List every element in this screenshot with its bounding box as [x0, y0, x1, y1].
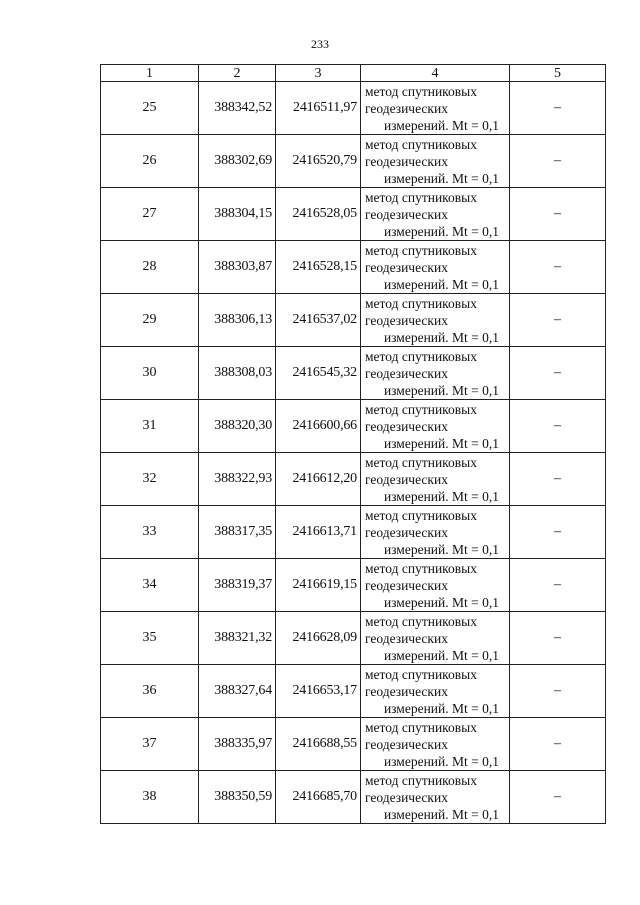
method-cell	[361, 771, 510, 824]
method-text-line: метод спутниковых	[365, 507, 477, 523]
y-coordinate-cell: 2416619,15	[276, 559, 361, 612]
header-col-3: 3	[276, 65, 361, 82]
note-cell: –	[510, 559, 606, 612]
point-number-cell: 32	[101, 453, 199, 506]
y-coordinate-cell: 2416528,15	[276, 241, 361, 294]
method-text-line: геодезических	[365, 683, 448, 699]
x-coordinate-cell: 388327,64	[199, 665, 276, 718]
method-text-line: измерений. Mt = 0,1	[383, 594, 499, 610]
method-cell	[361, 82, 510, 135]
note-cell: –	[510, 294, 606, 347]
point-number-cell: 27	[101, 188, 199, 241]
point-number-cell: 36	[101, 665, 199, 718]
method-cell	[361, 665, 510, 718]
table-row	[101, 559, 606, 612]
method-text-line: метод спутниковых	[365, 189, 477, 205]
method-text-line: метод спутниковых	[365, 454, 477, 470]
table-row	[101, 241, 606, 294]
table-row	[101, 453, 606, 506]
x-coordinate-cell: 388302,69	[199, 135, 276, 188]
point-number-cell: 34	[101, 559, 199, 612]
point-number-cell: 35	[101, 612, 199, 665]
method-text-line: геодезических	[365, 789, 448, 805]
method-text-line: метод спутниковых	[365, 401, 477, 417]
method-text-line: геодезических	[365, 736, 448, 752]
point-number-cell: 28	[101, 241, 199, 294]
y-coordinate-cell: 2416528,05	[276, 188, 361, 241]
table-row	[101, 665, 606, 718]
method-cell	[361, 135, 510, 188]
table-row	[101, 400, 606, 453]
table-row	[101, 718, 606, 771]
method-text-line: измерений. Mt = 0,1	[383, 435, 499, 451]
method-text-line: измерений. Mt = 0,1	[383, 223, 499, 239]
method-text-line: геодезических	[365, 630, 448, 646]
method-text-line: геодезических	[365, 524, 448, 540]
method-text-line: измерений. Mt = 0,1	[383, 700, 499, 716]
note-cell: –	[510, 453, 606, 506]
page-number: 233	[311, 37, 329, 51]
method-text-line: геодезических	[365, 100, 448, 116]
method-text-line: измерений. Mt = 0,1	[383, 647, 499, 663]
table-row	[101, 135, 606, 188]
method-text-line: метод спутниковых	[365, 560, 477, 576]
note-cell: –	[510, 718, 606, 771]
method-cell	[361, 506, 510, 559]
method-text-line: геодезических	[365, 418, 448, 434]
note-cell: –	[510, 135, 606, 188]
method-text-line: метод спутниковых	[365, 242, 477, 258]
y-coordinate-cell: 2416520,79	[276, 135, 361, 188]
x-coordinate-cell: 388342,52	[199, 82, 276, 135]
table-row	[101, 347, 606, 400]
method-cell	[361, 294, 510, 347]
method-text-line: геодезических	[365, 471, 448, 487]
method-text-line: метод спутниковых	[365, 613, 477, 629]
y-coordinate-cell: 2416545,32	[276, 347, 361, 400]
table-row	[101, 188, 606, 241]
method-text-line: метод спутниковых	[365, 136, 477, 152]
method-text-line: метод спутниковых	[365, 83, 477, 99]
method-text-line: метод спутниковых	[365, 772, 477, 788]
point-number-cell: 33	[101, 506, 199, 559]
method-cell	[361, 718, 510, 771]
note-cell: –	[510, 188, 606, 241]
y-coordinate-cell: 2416653,17	[276, 665, 361, 718]
method-cell	[361, 612, 510, 665]
method-text-line: измерений. Mt = 0,1	[383, 170, 499, 186]
note-cell: –	[510, 665, 606, 718]
y-coordinate-cell: 2416688,55	[276, 718, 361, 771]
method-text-line: измерений. Mt = 0,1	[383, 276, 499, 292]
header-col-4: 4	[361, 65, 510, 82]
x-coordinate-cell: 388335,97	[199, 718, 276, 771]
method-cell	[361, 400, 510, 453]
x-coordinate-cell: 388308,03	[199, 347, 276, 400]
note-cell: –	[510, 400, 606, 453]
method-text-line: геодезических	[365, 365, 448, 381]
header-row	[101, 65, 606, 82]
table-row	[101, 294, 606, 347]
y-coordinate-cell: 2416537,02	[276, 294, 361, 347]
point-number-cell: 31	[101, 400, 199, 453]
method-text-line: метод спутниковых	[365, 666, 477, 682]
point-number-cell: 38	[101, 771, 199, 824]
x-coordinate-cell: 388319,37	[199, 559, 276, 612]
x-coordinate-cell: 388322,93	[199, 453, 276, 506]
method-text-line: измерений. Mt = 0,1	[383, 117, 499, 133]
x-coordinate-cell: 388317,35	[199, 506, 276, 559]
y-coordinate-cell: 2416612,20	[276, 453, 361, 506]
method-text-line: метод спутниковых	[365, 295, 477, 311]
method-text-line: геодезических	[365, 259, 448, 275]
method-text-line: измерений. Mt = 0,1	[383, 753, 499, 769]
point-number-cell: 29	[101, 294, 199, 347]
method-cell	[361, 559, 510, 612]
method-text-line: геодезических	[365, 206, 448, 222]
method-text-line: метод спутниковых	[365, 719, 477, 735]
method-text-line: измерений. Mt = 0,1	[383, 806, 499, 822]
x-coordinate-cell: 388321,32	[199, 612, 276, 665]
point-number-cell: 37	[101, 718, 199, 771]
method-text-line: измерений. Mt = 0,1	[383, 541, 499, 557]
method-cell	[361, 347, 510, 400]
method-text-line: геодезических	[365, 153, 448, 169]
y-coordinate-cell: 2416600,66	[276, 400, 361, 453]
method-text-line: геодезических	[365, 312, 448, 328]
table-row	[101, 612, 606, 665]
method-cell	[361, 241, 510, 294]
y-coordinate-cell: 2416613,71	[276, 506, 361, 559]
note-cell: –	[510, 241, 606, 294]
note-cell: –	[510, 82, 606, 135]
table-header	[101, 65, 606, 82]
x-coordinate-cell: 388320,30	[199, 400, 276, 453]
coordinates-table	[100, 64, 606, 824]
table-body	[101, 82, 606, 824]
method-text-line: метод спутниковых	[365, 348, 477, 364]
table-row	[101, 82, 606, 135]
table-row	[101, 506, 606, 559]
method-cell	[361, 453, 510, 506]
method-cell	[361, 188, 510, 241]
header-col-5: 5	[510, 65, 606, 82]
note-cell: –	[510, 612, 606, 665]
y-coordinate-cell: 2416685,70	[276, 771, 361, 824]
y-coordinate-cell: 2416628,09	[276, 612, 361, 665]
point-number-cell: 25	[101, 82, 199, 135]
method-text-line: измерений. Mt = 0,1	[383, 488, 499, 504]
method-text-line: геодезических	[365, 577, 448, 593]
x-coordinate-cell: 388303,87	[199, 241, 276, 294]
note-cell: –	[510, 347, 606, 400]
x-coordinate-cell: 388306,13	[199, 294, 276, 347]
method-text-line: измерений. Mt = 0,1	[383, 382, 499, 398]
y-coordinate-cell: 2416511,97	[276, 82, 361, 135]
header-col-2: 2	[199, 65, 276, 82]
point-number-cell: 26	[101, 135, 199, 188]
method-text-line: измерений. Mt = 0,1	[383, 329, 499, 345]
table-row	[101, 771, 606, 824]
header-col-1: 1	[101, 65, 199, 82]
note-cell: –	[510, 771, 606, 824]
point-number-cell: 30	[101, 347, 199, 400]
note-cell: –	[510, 506, 606, 559]
x-coordinate-cell: 388304,15	[199, 188, 276, 241]
x-coordinate-cell: 388350,59	[199, 771, 276, 824]
